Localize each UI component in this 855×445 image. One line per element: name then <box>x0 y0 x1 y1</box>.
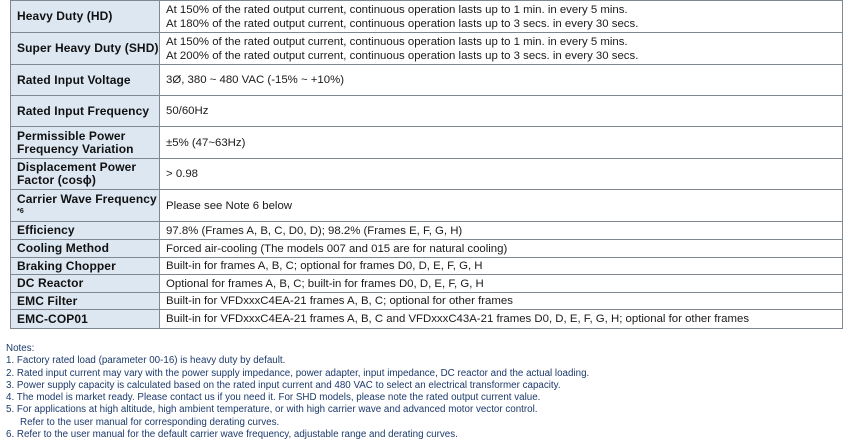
row-label: Braking Chopper <box>11 258 160 275</box>
row-value <box>160 33 843 65</box>
value-line: At 200% of the rated output current, continuous operation lasts up to 3 secs. in every 30 secs. <box>166 49 639 62</box>
row-value <box>160 1 843 33</box>
table-row <box>11 293 843 310</box>
note-item: 1. Factory rated load (parameter 00-16) is heavy duty by default. <box>6 355 286 367</box>
row-label: Heavy Duty (HD) <box>11 1 160 33</box>
row-label: Permissible Power Frequency Variation <box>11 127 160 159</box>
note-item: 2. Rated input current may vary with the power supply impedance, power adapter, input impedance, DC reactor and the actual loading. <box>6 367 590 379</box>
footnote-marker: *6 <box>17 207 24 215</box>
row-value: Built-in for VFDxxxC4EA-21 frames A, B, C; optional for other frames <box>160 293 843 310</box>
row-label: EMC Filter <box>11 293 160 310</box>
row-value: 97.8% (Frames A, B, C, D0, D); 98.2% (Frames E, F, G, H) <box>160 222 843 240</box>
notes-title: Notes: <box>6 343 35 354</box>
table-row <box>11 33 843 65</box>
table-row <box>11 240 843 258</box>
note-item-continuation: Refer to the user manual for corresponding derating curves. <box>20 416 280 428</box>
note-item: 4. The model is market ready. Please contact us if you need it. For SHD models, please note the rated output current value. <box>6 392 541 404</box>
row-value: Built-in for frames A, B, C; optional for frames D0, D, E, F, G, H <box>160 258 843 275</box>
table-row <box>11 275 843 293</box>
table-row <box>11 222 843 240</box>
value-line: At 180% of the rated output current, continuous operation lasts up to 3 secs. in every 30 secs. <box>166 17 639 30</box>
row-label: Rated Input Voltage <box>11 65 160 96</box>
row-label: Efficiency <box>11 222 160 240</box>
table-row <box>11 65 843 96</box>
table-row <box>11 190 843 222</box>
table-row <box>11 96 843 127</box>
row-value: Built-in for VFDxxxC4EA-21 frames A, B, C and VFDxxxC43A-21 frames D0, D, E, F, G, H; optional for other frames <box>160 310 843 329</box>
row-label: Super Heavy Duty (SHD) <box>11 33 160 65</box>
row-label <box>11 190 160 222</box>
row-label: Rated Input Frequency <box>11 96 160 127</box>
value-line: At 150% of the rated output current, continuous operation lasts up to 1 min. in every 5 mins. <box>166 35 628 48</box>
row-value: 3Ø, 380 ~ 480 VAC (-15% ~ +10%) <box>160 65 843 96</box>
note-item: 6. Refer to the user manual for the default carrier wave frequency, adjustable range and derating curves. <box>6 429 458 441</box>
row-label: EMC-COP01 <box>11 310 160 329</box>
table-row <box>11 127 843 159</box>
notes-section <box>6 343 846 441</box>
note-item: 3. Power supply capacity is calculated based on the rated input current and 480 VAC to select an electrical transformer capacity. <box>6 379 561 391</box>
row-value: Please see Note 6 below <box>160 190 843 222</box>
row-label: Cooling Method <box>11 240 160 258</box>
row-value: 50/60Hz <box>160 96 843 127</box>
row-value: ±5% (47~63Hz) <box>160 127 843 159</box>
row-label: Displacement Power Factor (cosϕ) <box>11 159 160 190</box>
note-item: 5. For applications at high altitude, high ambient temperature, or with high carrier wave and advanced motor vector control. <box>6 404 538 416</box>
row-label: DC Reactor <box>11 275 160 293</box>
row-value: > 0.98 <box>160 159 843 190</box>
table-row <box>11 159 843 190</box>
spec-table <box>10 0 843 329</box>
value-line: At 150% of the rated output current, continuous operation lasts up to 1 min. in every 5 mins. <box>166 3 628 16</box>
table-row <box>11 1 843 33</box>
table-row <box>11 258 843 275</box>
table-row <box>11 310 843 329</box>
row-value: Forced air-cooling (The models 007 and 015 are for natural cooling) <box>160 240 843 258</box>
row-label-text: Carrier Wave Frequency <box>17 191 157 206</box>
row-value: Optional for frames A, B, C; built-in for frames D0, D, E, F, G, H <box>160 275 843 293</box>
